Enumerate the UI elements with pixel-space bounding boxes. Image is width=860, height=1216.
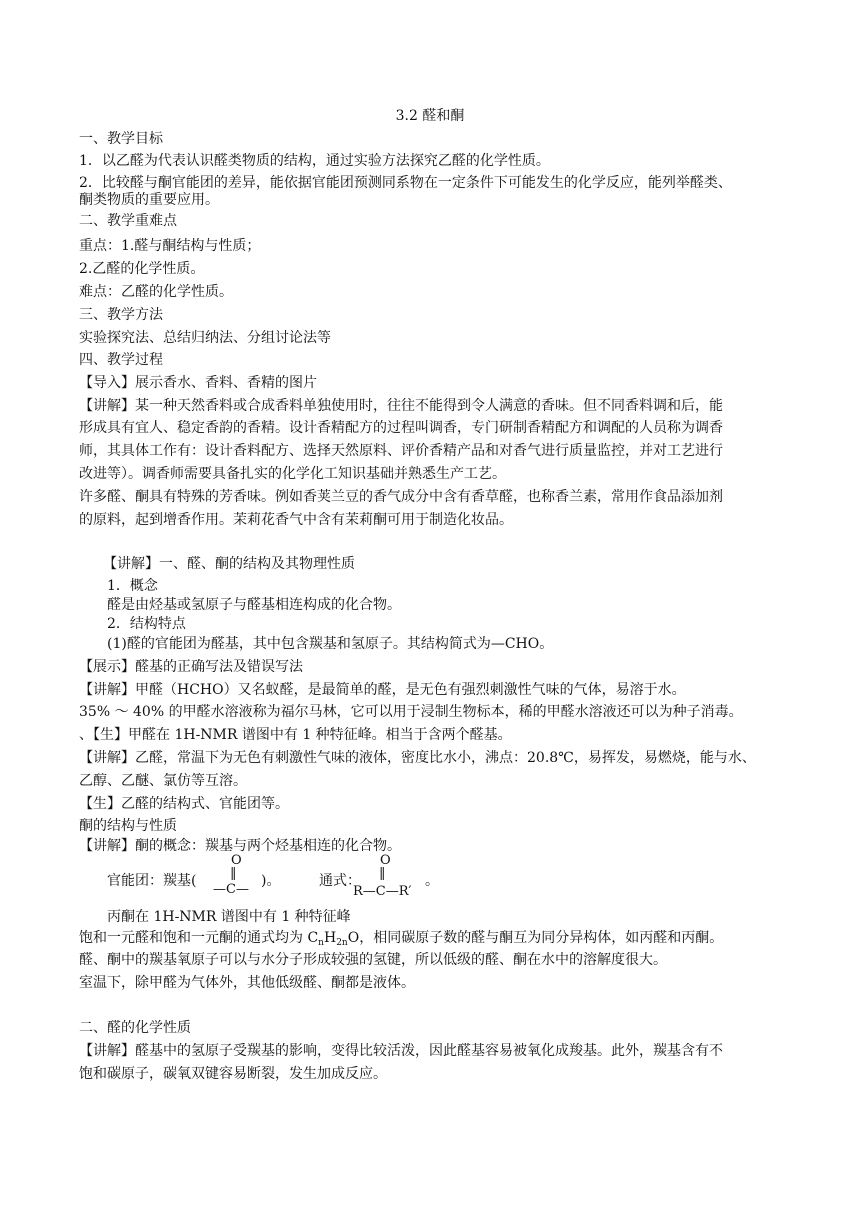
formula-prefix: 饱和一元醛和饱和一元酮的通式均为 C xyxy=(79,930,319,946)
paragraph-line: 饱和碳原子，碳氧双键容易断裂，发生加成反应。 xyxy=(79,1066,387,1082)
page-title: 3.2 醛和酮 xyxy=(395,108,465,124)
paragraph-line: 丙酮在 1H-NMR 谱图中有 1 种特征峰 xyxy=(107,909,351,925)
general-close: 。 xyxy=(425,873,439,889)
formula-h: H xyxy=(323,930,337,946)
paragraph-line: 许多醛、酮具有特殊的芳香味。例如香荚兰豆的香气成分中含有香草醛，也称香兰素，常用作食品添加剂 xyxy=(79,489,723,505)
paragraph-line: 实验探究法、总结归纳法、分组讨论法等 xyxy=(79,330,331,346)
paragraph-line: 【讲解】酮的概念：羰基与两个烃基相连的化合物。 xyxy=(79,838,401,854)
general-chain: R—C—R′ xyxy=(353,884,412,899)
paragraph-line: 【讲解】乙醛，常温下为无色有刺激性气味的液体，密度比水小，沸点：20.8℃，易挥发，易燃烧，能与水、 xyxy=(79,750,756,766)
paragraph-line: 【导入】展示香水、香料、香精的图片 xyxy=(79,375,317,391)
formula-suffix: O，相同碳原子数的醛与酮互为同分异构体，如丙醛和丙酮。 xyxy=(347,930,724,946)
paragraph-line: 【讲解】某一种天然香料或合成香料单独使用时，往往不能得到令人满意的香味。但不同香料调和后，能 xyxy=(79,398,723,414)
section-heading: 【讲解】一、醛、酮的结构及其物理性质 xyxy=(103,556,355,572)
paragraph-line: 【讲解】醛基中的氢原子受羰基的影响，变得比较活泼，因此醛基容易被氧化成羧基。此外，羰基含有不 xyxy=(79,1043,723,1059)
paragraph-line: 师，其具体工作有：设计香料配方、选择天然原料、评价香精产品和对香气进行质量监控，并对工艺进行 xyxy=(79,443,723,459)
paragraph-line: 室温下，除甲醛为气体外，其他低级醛、酮都是液体。 xyxy=(79,975,415,991)
heading-teaching-goals: 一、教学目标 xyxy=(79,131,163,147)
paragraph-line: 2.乙醛的化学性质。 xyxy=(79,261,205,277)
carbonyl-oxygen: O xyxy=(231,853,242,868)
paragraph-line: 形成具有宜人、稳定香韵的香精。设计香精配方的过程叫调香，专门研制香精配方和调配的人员称为调香 xyxy=(79,420,723,436)
paragraph-line: 改进等）。调香师需要具备扎实的化学化工知识基础并熟悉生产工艺。 xyxy=(79,466,506,482)
carbonyl-close: )。 xyxy=(261,873,281,889)
carbonyl-double-bond: ‖ xyxy=(230,866,237,881)
general-oxygen: O xyxy=(380,853,391,868)
paragraph-line: 重点：1.醛与酮结构与性质； xyxy=(79,238,261,254)
paragraph-line: 【讲解】甲醛（HCHO）又名蚁醛，是最简单的醛，是无色有强烈刺激性气味的气体，易溶于水。 xyxy=(79,682,686,698)
paragraph-line: 、【生】甲醛在 1H-NMR 谱图中有 1 种特征峰。相当于含两个醛基。 xyxy=(79,727,512,743)
paragraph-line: (1)醛的官能团为醛基，其中包含羰基和氢原子。其结构简式为—CHO。 xyxy=(107,636,554,652)
paragraph-line: 【展示】醛基的正确写法及错误写法 xyxy=(79,659,303,675)
paragraph-line: 2．比较醛与酮官能团的差异，能依据官能团预测同系物在一定条件下可能发生的化学反应，能列举醛类、 xyxy=(79,175,732,191)
formula-sub-n: n xyxy=(318,938,324,948)
paragraph-line: 【生】乙醛的结构式、官能团等。 xyxy=(79,796,289,812)
formula-sub-2n: 2n xyxy=(336,938,348,948)
paragraph-line: 2．结构特点 xyxy=(107,616,186,632)
paragraph-line: 1．以乙醛为代表认识醛类物质的结构，通过实验方法探究乙醛的化学性质。 xyxy=(79,153,550,169)
heading-key-points: 二、教学重难点 xyxy=(79,213,177,229)
paragraph-line: 35% ～ 40% 的甲醛水溶液称为福尔马林，它可以用于浸制生物标本，稀的甲醛水溶液还可以为种子消毒。 xyxy=(79,704,743,720)
general-formula-label: 通式： xyxy=(319,873,361,889)
paragraph-line: 1．概念 xyxy=(107,578,158,594)
paragraph-line: 酮的结构与性质 xyxy=(79,818,177,834)
formula-line xyxy=(79,930,723,951)
heading-aldehyde-chemistry: 二、醛的化学性质 xyxy=(79,1020,191,1036)
paragraph-line: 醛是由烃基或氢原子与醛基相连构成的化合物。 xyxy=(107,597,401,613)
heading-teaching-methods: 三、教学方法 xyxy=(79,307,163,323)
general-double-bond: ‖ xyxy=(379,866,386,881)
carbonyl-label: 官能团：羰基( xyxy=(107,873,197,889)
heading-teaching-process: 四、教学过程 xyxy=(79,352,163,368)
paragraph-line: 的原料，起到增香作用。茉莉花香气中含有茉莉酮可用于制造化妆品。 xyxy=(79,512,513,528)
carbonyl-carbon: —C— xyxy=(213,882,249,897)
paragraph-line: 难点：乙醛的化学性质。 xyxy=(79,284,233,300)
paragraph-line: 醛、酮中的羰基氧原子可以与水分子形成较强的氢键，所以低级的醛、酮在水中的溶解度很大。 xyxy=(79,952,667,968)
paragraph-line: 酮类物质的重要应用。 xyxy=(79,192,219,208)
paragraph-line: 乙醇、乙醚、氯仿等互溶。 xyxy=(79,773,247,789)
